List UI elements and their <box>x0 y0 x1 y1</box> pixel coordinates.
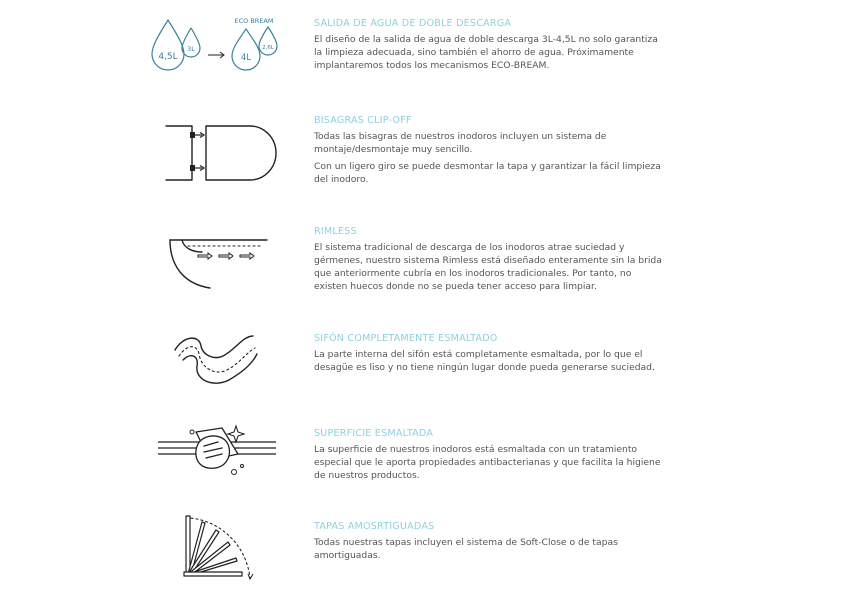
rimless-bowl-icon <box>162 226 277 296</box>
section-soft-close-lids <box>314 521 664 562</box>
section-title: BISAGRAS CLIP-OFF <box>314 115 412 126</box>
section-title: SIFÓN COMPLETAMENTE ESMALTADO <box>314 333 498 344</box>
enamelled-siphon-icon <box>165 330 275 392</box>
section-title: SUPERFICIE ESMALTADA <box>314 428 434 439</box>
section-rimless <box>314 226 664 293</box>
drop-label-left-small: 3L <box>187 45 195 53</box>
section-clip-off-hinges <box>314 115 664 186</box>
section-body: La parte interna del sifón está completamente esmaltada, por lo que el desagüe es liso y no tiene ningún lugar donde pueda generarse suciedad. <box>314 349 655 373</box>
eco-bream-label: ECO BREAM <box>234 17 274 25</box>
drop-label-left-big: 4,5L <box>158 52 178 62</box>
section-body: El diseño de la salida de agua de doble descarga 3L-4,5L no solo garantiza la limpieza adecuada, sino también el ahorro de agua. Próximamente implantaremos todos los mecanismos ECO-BREAM. <box>314 34 658 71</box>
enamelled-surface-icon <box>152 424 282 486</box>
drop-label-right-small: 2,6L <box>262 45 274 51</box>
section-body: Con un ligero giro se puede desmontar la tapa y garantizar la fácil limpieza del inodoro. <box>314 161 661 185</box>
section-enamelled-surface <box>314 428 664 482</box>
drop-label-right-big: 4L <box>240 53 252 63</box>
section-title: RIMLESS <box>314 226 357 237</box>
clip-off-hinge-icon <box>158 118 280 190</box>
section-body: Todas las bisagras de nuestros inodoros incluyen un sistema de montaje/desmontaje muy sencillo. <box>314 131 607 155</box>
section-dual-flush <box>314 18 664 72</box>
section-title: TAPAS AMOSRTIGUADAS <box>314 521 435 532</box>
section-enamelled-siphon <box>314 333 664 374</box>
soft-close-lid-icon <box>176 512 262 584</box>
section-body: Todas nuestras tapas incluyen el sistema de Soft-Close o de tapas amortiguadas. <box>314 537 618 561</box>
section-body: El sistema tradicional de descarga de los inodoros atrae suciedad y gérmenes, nuestro sistema Rimless está diseñado enteramente sin la brida que anteriormente cubría en los inodoros tradicionales. Por tanto, no existen huecos donde no se pueda tener acceso para limpiar. <box>314 242 662 292</box>
section-body: La superficie de nuestros inodoros está esmaltada con un tratamiento especial que le aporta propiedades antibacterianas y que facilita la higiene de nuestros productos. <box>314 444 661 481</box>
section-title: SALIDA DE AGUA DE DOBLE DESCARGA <box>314 18 512 29</box>
dual-flush-drops-icon <box>150 14 290 76</box>
